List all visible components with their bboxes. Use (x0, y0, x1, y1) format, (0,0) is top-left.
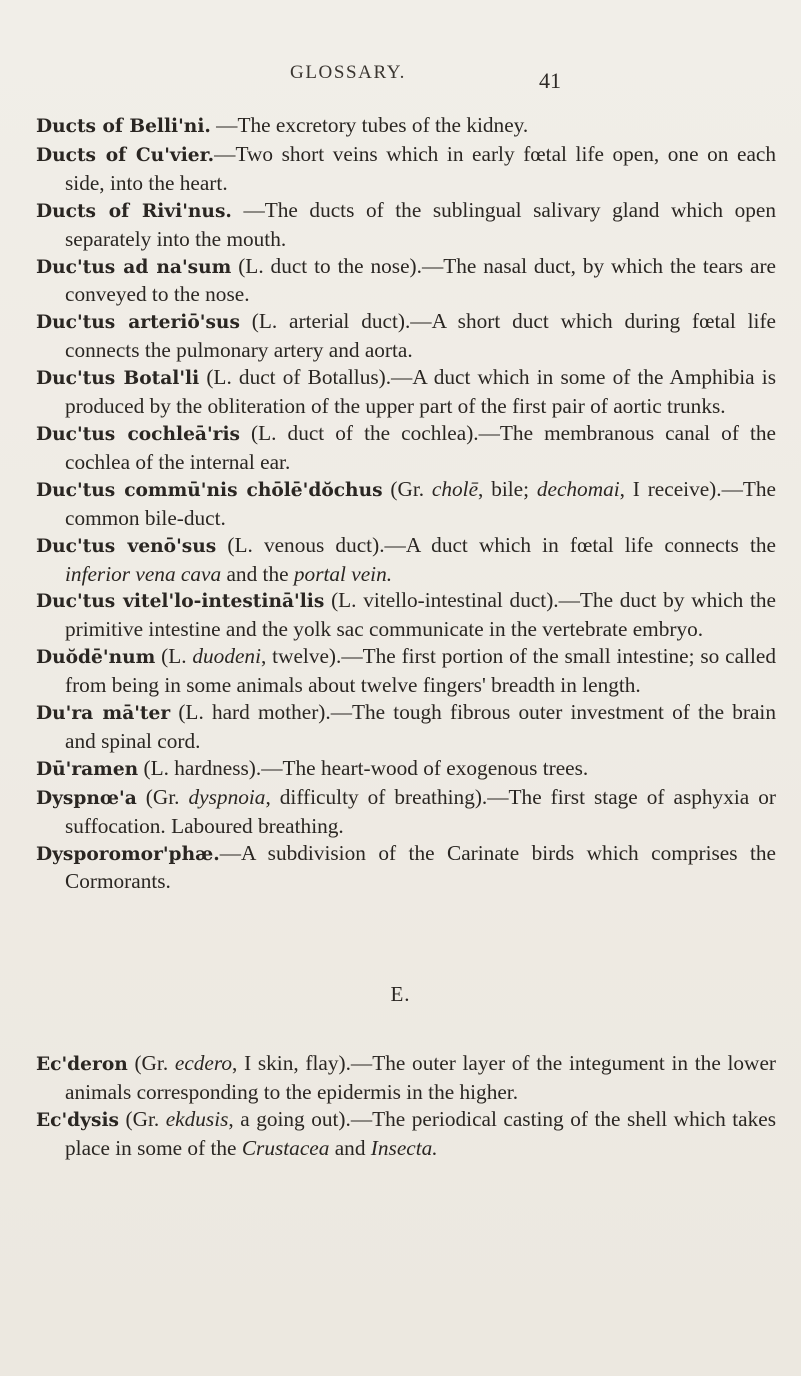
glossary-term: Ducts of Belli'ni. (36, 116, 211, 137)
glossary-entry (36, 840, 776, 896)
definition-text: and the (221, 561, 294, 586)
glossary-entry (36, 755, 776, 784)
glossary-entry (36, 197, 776, 253)
definition-text: —Two short veins which in early fœtal life open, one on each side, into the heart. (65, 141, 776, 195)
glossary-term: Du'ra mā'ter (36, 703, 171, 725)
definition-text: , a going out).—The periodical casting of the shell which takes place in some of the (65, 1106, 776, 1160)
running-title: GLOSSARY. (290, 62, 406, 83)
glossary-entry (36, 141, 776, 197)
running-head (0, 62, 801, 92)
glossary-term: Duc'tus Botal'li (36, 368, 200, 390)
definition-italic-text: cholē (431, 476, 479, 501)
glossary-term: Duŏdē'num (36, 647, 156, 669)
definition-italic-text: dechomai (536, 476, 620, 501)
glossary-entry (36, 699, 776, 755)
definition-text: (Gr. (119, 1106, 166, 1131)
definition-text: (L. venous duct).—A duct which in fœtal life connects the (216, 532, 776, 557)
glossary-term: Duc'tus cochleā'ris (36, 423, 240, 445)
definition-text: (L. hard mother).—The tough fibrous outer investment of the brain and spinal cord. (65, 700, 776, 753)
page-number: 41 (539, 68, 561, 93)
section-heading-e: E. (390, 982, 411, 1006)
glossary-term: Duc'tus arteriō'sus (36, 312, 240, 334)
definition-text: (Gr. (382, 476, 432, 501)
glossary-term: Dyspnœ'a (36, 787, 137, 809)
glossary-term: Ec'deron (36, 1054, 128, 1075)
glossary-term: Duc'tus ad na'sum (36, 256, 232, 278)
definition-text: (L. hardness).—The heart-wood of exogenous trees. (138, 755, 589, 780)
glossary-term: Duc'tus commū'nis chōlē'dŏchus (36, 479, 383, 501)
definition-text: , difficulty of breathing).—The first stage of asphyxia or suffocation. Laboured breathing. (65, 784, 776, 838)
glossary-entry (36, 253, 776, 309)
definition-text: , I receive).—The common bile-duct. (65, 476, 776, 530)
definition-italic-text: portal vein. (293, 561, 393, 586)
glossary-entry (36, 476, 776, 532)
definition-text: —The ducts of the sublingual salivary gland which open separately into the mouth. (65, 197, 776, 251)
glossary-entry (36, 420, 776, 476)
glossary-term: Dū'ramen (36, 758, 139, 780)
glossary-term: Ducts of Rivi'nus. (36, 200, 232, 222)
glossary-section-d (36, 112, 776, 895)
definition-text: (Gr. (136, 784, 189, 809)
glossary-entry (36, 308, 776, 364)
definition-italic-text: dyspnoia (188, 784, 266, 809)
definition-italic-text: Crustacea (241, 1135, 330, 1160)
definition-text: (Gr. (127, 1051, 175, 1075)
definition-text: , bile; (478, 476, 537, 501)
definition-italic-text: inferior vena cava (65, 561, 222, 586)
glossary-entry (36, 1106, 776, 1162)
glossary-term: Ec'dysis (36, 1109, 119, 1131)
glossary-entry (36, 112, 776, 141)
definition-italic-text: ecdero (174, 1051, 233, 1075)
definition-text: (L. vitello-intestinal duct).—The duct by which the primitive intestine and the yolk sac communicate in the vertebrate embryo. (65, 588, 777, 642)
glossary-entry (36, 364, 776, 420)
definition-italic-text: duodeni (192, 644, 261, 669)
definition-text: , I skin, flay).—The outer layer of the integument in the lower animals corresponding to the epidermis in the higher. (65, 1051, 776, 1104)
glossary-section-e (36, 1050, 776, 1162)
definition-text: , twelve).—The first portion of the small intestine; so called from being in some animals about twelve fingers' breadth in length. (65, 644, 776, 698)
glossary-entry (36, 532, 776, 588)
definition-text: —The excretory tubes of the kidney. (210, 113, 529, 137)
glossary-entry (36, 643, 776, 699)
glossary-entry (36, 1050, 776, 1106)
definition-text: and (329, 1135, 371, 1160)
definition-italic-text: Insecta. (370, 1135, 438, 1160)
definition-text: —A subdivision of the Carinate birds which comprises the Cormorants. (65, 840, 776, 894)
glossary-term: Ducts of Cu'vier. (36, 144, 215, 166)
definition-text: (L. duct of the cochlea).—The membranous canal of the cochlea of the internal ear. (65, 420, 776, 474)
glossary-term: Duc'tus venō'sus (36, 535, 217, 557)
definition-text: (L. arterial duct).—A short duct which during fœtal life connects the pulmonary artery and aorta. (65, 309, 776, 363)
glossary-term: Dysporomor'phæ. (36, 843, 220, 865)
definition-text: (L. (155, 644, 193, 669)
glossary-entry (36, 587, 776, 643)
definition-text: (L. duct of Botallus).—A duct which in some of the Amphibia is produced by the obliteration of the upper part of the first pair of aortic trunks. (65, 365, 776, 419)
glossary-term: Duc'tus vitel'lo-intestinā'lis (36, 591, 325, 613)
glossary-entry (36, 784, 776, 840)
definition-text: (L. duct to the nose).—The nasal duct, by which the tears are conveyed to the nose. (65, 253, 776, 307)
definition-italic-text: ekdusis (165, 1106, 229, 1131)
